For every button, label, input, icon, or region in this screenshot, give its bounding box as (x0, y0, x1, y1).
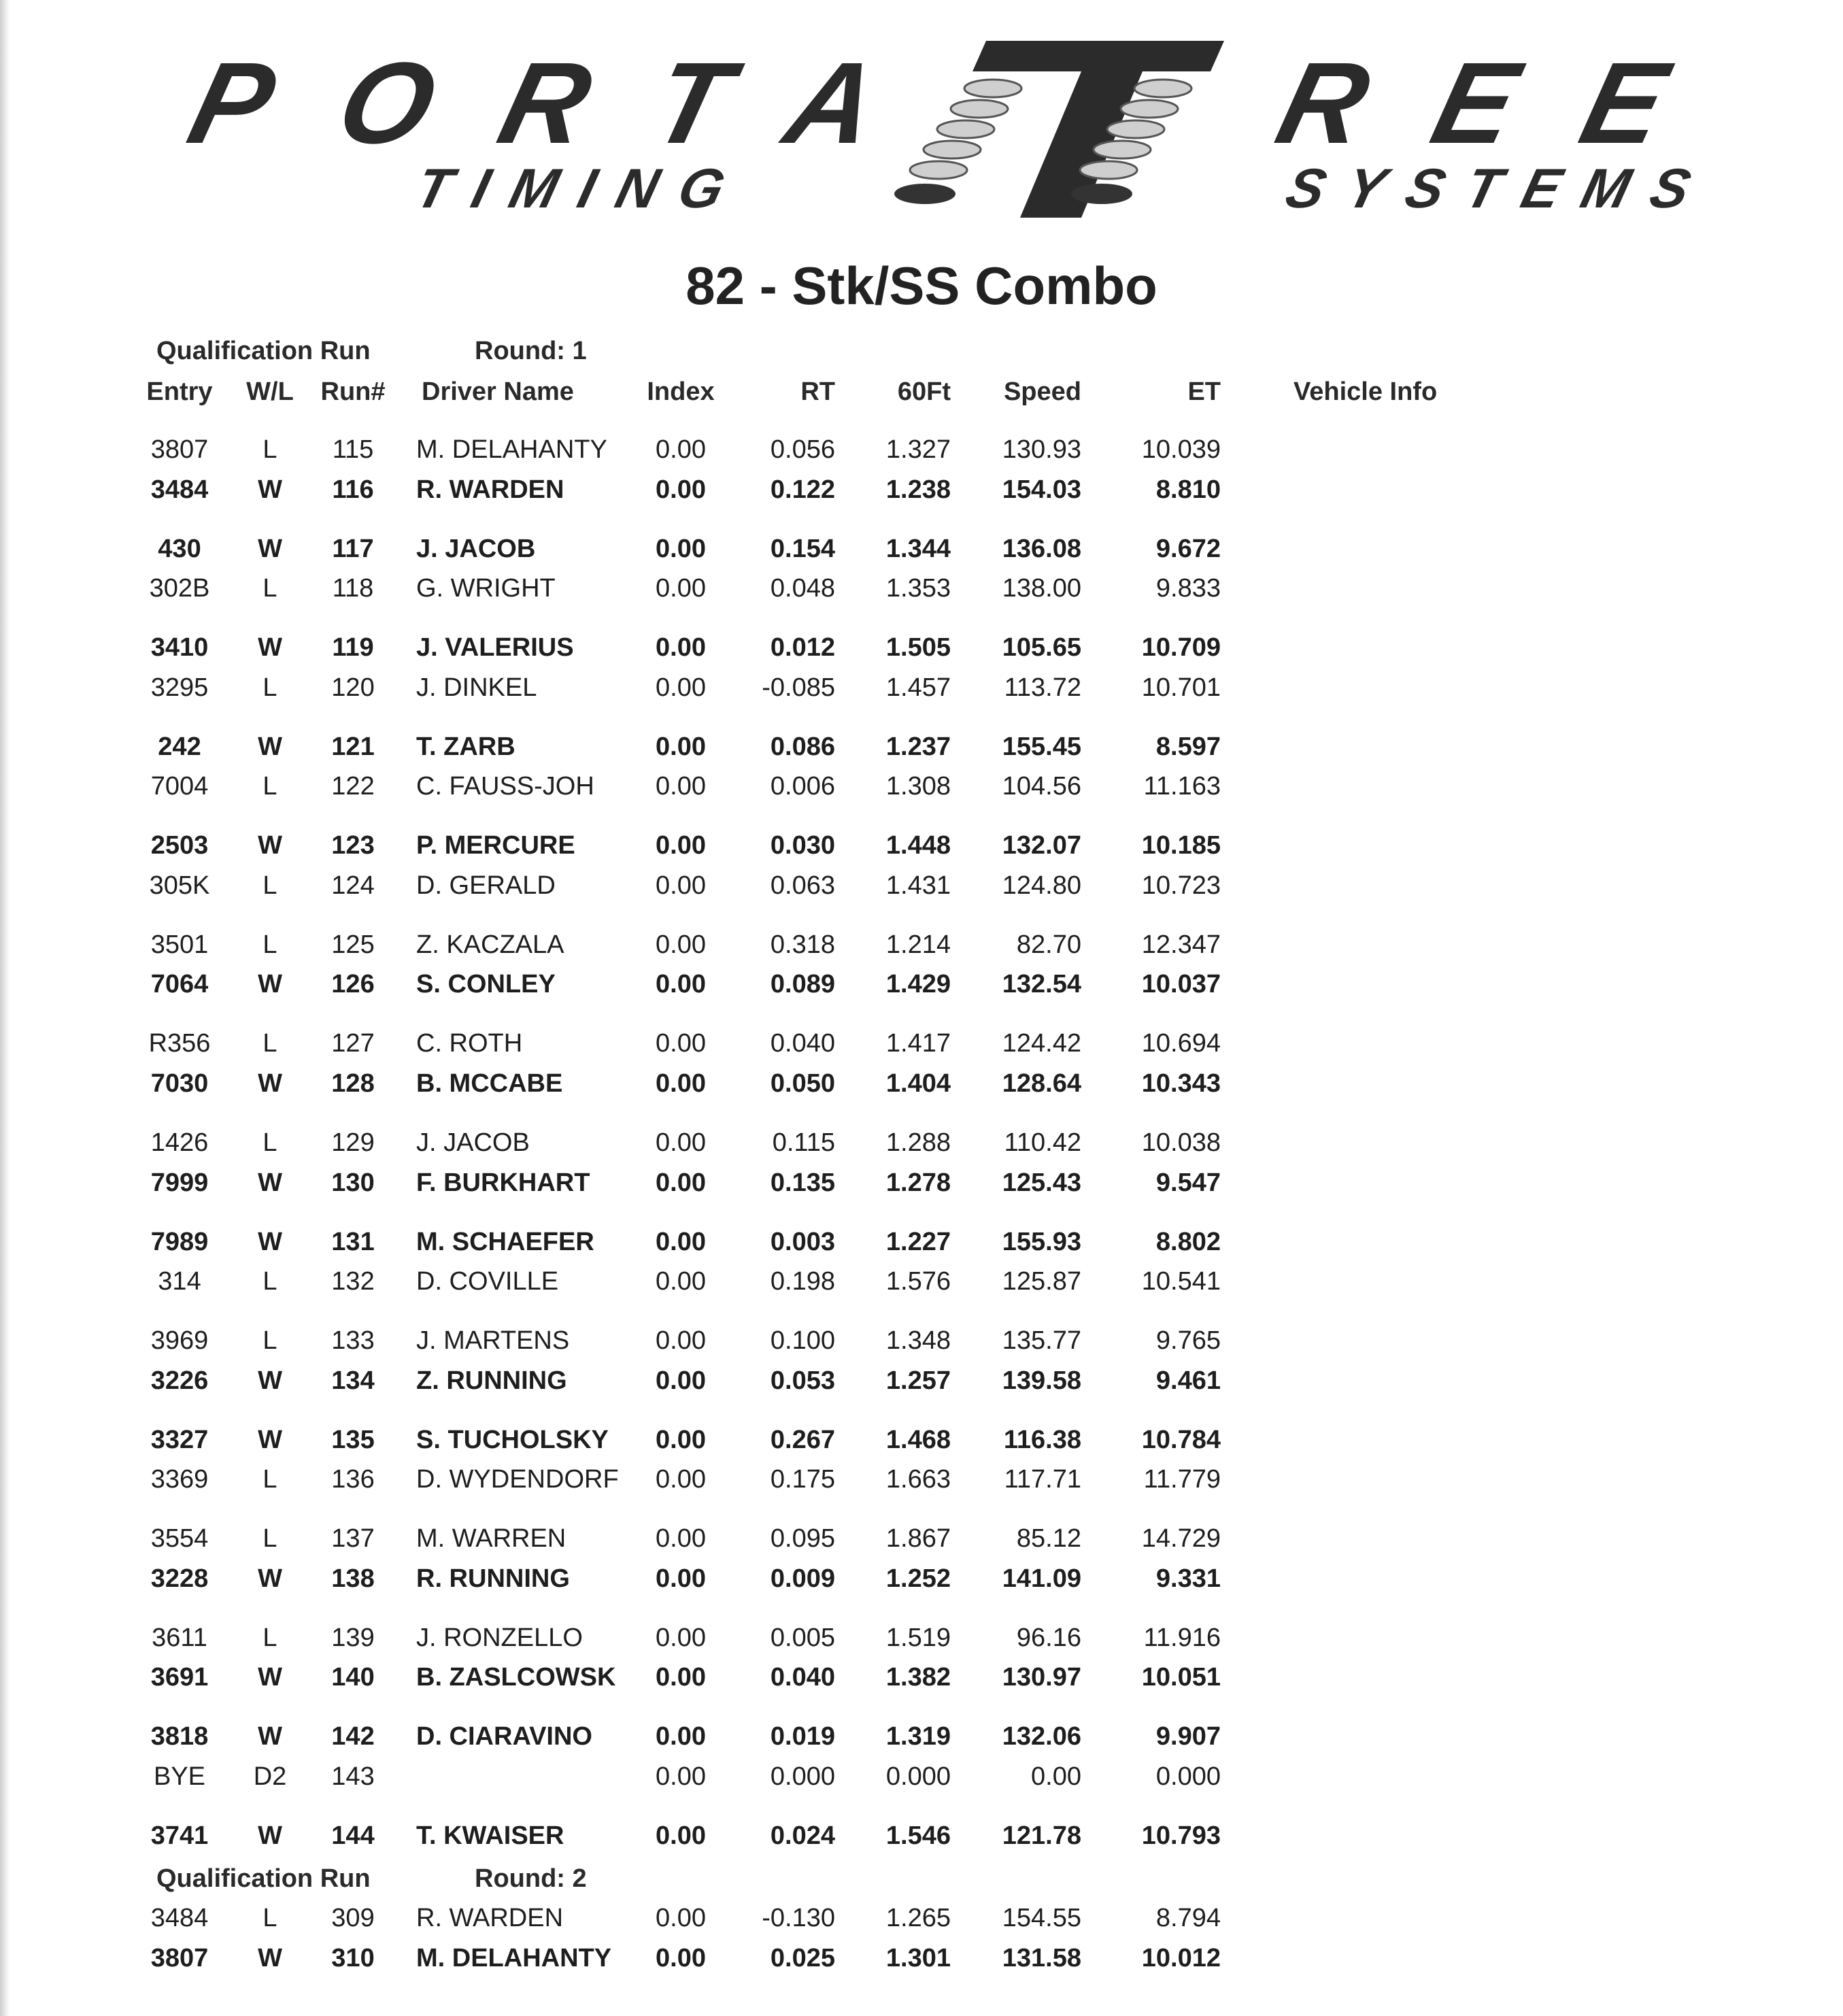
et-cell: 0.000 (1155, 1762, 1221, 1791)
wl-cell: L (263, 1326, 277, 1356)
page-title: 82 - Stk/SS Combo (686, 256, 1157, 316)
column-header: Speed (1003, 377, 1081, 407)
run-cell: 119 (332, 633, 374, 662)
speed-cell: 154.55 (1002, 1904, 1081, 1933)
rt-cell: -0.085 (762, 673, 835, 702)
rt-cell: 0.009 (770, 1564, 835, 1593)
speed-cell: 135.77 (1002, 1326, 1081, 1356)
et-cell: 10.784 (1141, 1425, 1221, 1454)
run-cell: 142 (331, 1722, 375, 1751)
index-cell: 0.00 (656, 1267, 706, 1296)
speed-cell: 124.80 (1002, 871, 1081, 900)
run-cell: 128 (331, 1069, 375, 1098)
column-header: 60Ft (897, 377, 951, 407)
driver-cell: D. COVILLE (416, 1267, 559, 1296)
rt-cell: 0.040 (770, 1029, 835, 1058)
speed-cell: 85.12 (1016, 1524, 1081, 1553)
index-cell: 0.00 (656, 1069, 706, 1098)
round-label: Qualification Run (156, 1864, 371, 1893)
sixty-ft-cell: 1.505 (885, 633, 951, 662)
driver-cell: J. MARTENS (416, 1326, 570, 1356)
speed-cell: 155.93 (1002, 1227, 1081, 1256)
run-cell: 130 (331, 1168, 375, 1197)
wl-cell: L (263, 1904, 277, 1933)
index-cell: 0.00 (656, 1128, 706, 1157)
driver-cell: R. WARDEN (416, 475, 564, 504)
et-cell: 11.779 (1143, 1465, 1221, 1494)
sixty-ft-cell: 1.663 (885, 1465, 951, 1494)
et-cell: 10.694 (1141, 1029, 1221, 1058)
driver-cell: S. CONLEY (416, 970, 556, 999)
rt-cell: 0.175 (770, 1465, 835, 1494)
index-cell: 0.00 (656, 1722, 706, 1751)
sixty-ft-cell: 1.319 (885, 1722, 951, 1751)
index-cell: 0.00 (656, 673, 706, 702)
rt-cell: 0.012 (770, 633, 835, 662)
index-cell: 0.00 (656, 732, 706, 761)
index-cell: 0.00 (656, 1943, 706, 1972)
sixty-ft-cell: 1.448 (885, 831, 951, 860)
run-cell: 125 (331, 930, 375, 959)
rt-cell: 0.040 (770, 1663, 835, 1692)
entry-cell: 314 (158, 1267, 201, 1296)
speed-cell: 138.00 (1002, 574, 1081, 603)
round-label: Qualification Run (156, 336, 371, 365)
driver-cell: F. BURKHART (416, 1168, 590, 1197)
index-cell: 0.00 (656, 1904, 706, 1933)
rt-cell: 0.019 (770, 1722, 835, 1751)
run-cell: 137 (331, 1524, 375, 1553)
driver-cell: S. TUCHOLSKY (416, 1425, 609, 1454)
wl-cell: W (258, 1366, 282, 1395)
sixty-ft-cell: 1.252 (885, 1564, 951, 1593)
rt-cell: 0.050 (770, 1069, 835, 1098)
run-cell: 140 (331, 1663, 375, 1692)
entry-cell: 242 (158, 732, 201, 761)
sixty-ft-cell: 1.353 (885, 574, 951, 603)
entry-cell: 3484 (150, 475, 209, 504)
index-cell: 0.00 (656, 1366, 706, 1395)
entry-cell: 3501 (150, 930, 209, 959)
entry-cell: 3228 (150, 1564, 209, 1593)
et-cell: 10.037 (1141, 970, 1221, 999)
speed-cell: 105.65 (1002, 633, 1081, 662)
run-cell: 139 (331, 1623, 375, 1652)
speed-cell: 132.07 (1002, 831, 1081, 860)
speed-cell: 128.64 (1002, 1069, 1081, 1098)
index-cell: 0.00 (656, 574, 706, 603)
rt-cell: 0.089 (770, 970, 835, 999)
sixty-ft-cell: 1.278 (885, 1168, 951, 1197)
entry-cell: 3969 (150, 1326, 209, 1356)
run-cell: 310 (331, 1943, 375, 1972)
entry-cell: 3295 (150, 673, 209, 702)
column-header: Driver Name (422, 377, 574, 407)
sixty-ft-cell: 1.431 (885, 871, 951, 900)
index-cell: 0.00 (656, 871, 706, 900)
index-cell: 0.00 (656, 831, 706, 860)
round-number: Round: 1 (475, 336, 587, 365)
sixty-ft-cell: 1.227 (885, 1227, 951, 1256)
run-cell: 121 (331, 732, 375, 761)
logo-word-systems: SYSTEMS (1280, 157, 1697, 220)
entry-cell: 3807 (150, 1943, 209, 1972)
entry-cell: 302B (149, 574, 210, 603)
column-header: Vehicle Info (1294, 377, 1438, 407)
rt-cell: 0.154 (770, 534, 835, 563)
et-cell: 14.729 (1141, 1524, 1221, 1553)
wl-cell: L (263, 574, 277, 603)
et-cell: 9.547 (1155, 1168, 1221, 1197)
et-cell: 10.541 (1141, 1267, 1221, 1296)
sixty-ft-cell: 1.429 (885, 970, 951, 999)
driver-cell: Z. KACZALA (416, 930, 564, 959)
entry-cell: 3484 (150, 1904, 209, 1933)
et-cell: 8.794 (1155, 1904, 1221, 1933)
et-cell: 9.331 (1155, 1564, 1221, 1593)
speed-cell: 104.56 (1002, 772, 1081, 801)
driver-cell: J. VALERIUS (416, 633, 574, 662)
run-cell: 116 (332, 475, 374, 504)
rt-cell: 0.025 (770, 1943, 835, 1972)
round-number: Round: 2 (475, 1864, 587, 1893)
wl-cell: L (263, 673, 277, 702)
sixty-ft-cell: 0.000 (885, 1762, 951, 1791)
speed-cell: 131.58 (1002, 1943, 1081, 1972)
rt-cell: 0.086 (770, 732, 835, 761)
driver-cell: M. DELAHANTY (416, 435, 607, 465)
et-cell: 10.793 (1141, 1821, 1221, 1850)
speed-cell: 113.72 (1004, 673, 1081, 702)
speed-cell: 110.42 (1004, 1128, 1081, 1157)
run-cell: 115 (332, 435, 374, 465)
wl-cell: W (258, 475, 282, 504)
speed-cell: 121.78 (1002, 1821, 1081, 1850)
wl-cell: W (258, 1168, 282, 1197)
sixty-ft-cell: 1.867 (885, 1524, 951, 1553)
run-cell: 129 (331, 1128, 375, 1157)
rt-cell: 0.100 (770, 1326, 835, 1356)
speed-cell: 117.71 (1004, 1465, 1081, 1494)
index-cell: 0.00 (656, 1227, 706, 1256)
rt-cell: 0.198 (770, 1267, 835, 1296)
rt-cell: 0.135 (770, 1168, 835, 1197)
entry-cell: R356 (148, 1029, 211, 1058)
driver-cell: R. WARDEN (416, 1904, 564, 1933)
sixty-ft-cell: 1.288 (885, 1128, 951, 1157)
entry-cell: 3741 (150, 1821, 209, 1850)
wl-cell: L (263, 1128, 277, 1157)
driver-cell: M. WARREN (416, 1524, 567, 1553)
et-cell: 12.347 (1141, 930, 1221, 959)
speed-cell: 96.16 (1016, 1623, 1081, 1652)
entry-cell: 2503 (150, 831, 209, 860)
sixty-ft-cell: 1.238 (885, 475, 951, 504)
et-cell: 9.672 (1155, 534, 1221, 563)
entry-cell: 3818 (150, 1722, 209, 1751)
wl-cell: L (263, 1267, 277, 1296)
run-cell: 136 (331, 1465, 375, 1494)
wl-cell: L (263, 1623, 277, 1652)
sixty-ft-cell: 1.327 (885, 435, 951, 465)
driver-cell: C. FAUSS-JOH (416, 772, 594, 801)
et-cell: 10.723 (1141, 871, 1221, 900)
run-cell: 143 (331, 1762, 375, 1791)
sixty-ft-cell: 1.457 (885, 673, 951, 702)
entry-cell: 7999 (150, 1168, 209, 1197)
driver-cell: D. WYDENDORF (416, 1465, 619, 1494)
column-header: W/L (246, 377, 294, 407)
speed-cell: 139.58 (1002, 1366, 1081, 1395)
driver-cell: J. JACOB (416, 1128, 530, 1157)
wl-cell: W (258, 831, 282, 860)
driver-cell: R. RUNNING (416, 1564, 570, 1593)
sixty-ft-cell: 1.214 (885, 930, 951, 959)
sixty-ft-cell: 1.265 (885, 1904, 951, 1933)
index-cell: 0.00 (656, 633, 706, 662)
entry-cell: 1426 (150, 1128, 209, 1157)
run-cell: 135 (331, 1425, 375, 1454)
et-cell: 9.461 (1155, 1366, 1221, 1395)
index-cell: 0.00 (656, 1663, 706, 1692)
porta-tree-logo (177, 34, 1697, 231)
run-cell: 131 (331, 1227, 375, 1256)
sixty-ft-cell: 1.301 (885, 1943, 951, 1972)
sixty-ft-cell: 1.348 (885, 1326, 951, 1356)
index-cell: 0.00 (656, 1821, 706, 1850)
entry-cell: 7030 (150, 1069, 209, 1098)
et-cell: 10.051 (1141, 1663, 1221, 1692)
run-cell: 309 (331, 1904, 375, 1933)
wl-cell: W (258, 732, 282, 761)
et-cell: 8.810 (1155, 475, 1221, 504)
entry-cell: 7989 (150, 1227, 209, 1256)
index-cell: 0.00 (656, 1425, 706, 1454)
driver-cell: T. KWAISER (416, 1821, 564, 1850)
driver-cell: M. DELAHANTY (416, 1943, 612, 1972)
sixty-ft-cell: 1.344 (885, 534, 951, 563)
sixty-ft-cell: 1.237 (885, 732, 951, 761)
index-cell: 0.00 (656, 1524, 706, 1553)
logo-word-porta: PORTA (177, 38, 890, 168)
driver-cell: G. WRIGHT (416, 574, 556, 603)
run-cell: 138 (331, 1564, 375, 1593)
driver-cell: D. GERALD (416, 871, 556, 900)
index-cell: 0.00 (656, 1564, 706, 1593)
rt-cell: 0.063 (770, 871, 835, 900)
entry-cell: 305K (149, 871, 210, 900)
et-cell: 11.163 (1143, 772, 1221, 801)
rt-cell: 0.053 (770, 1366, 835, 1395)
rt-cell: 0.005 (770, 1623, 835, 1652)
entry-cell: 3807 (150, 435, 209, 465)
sixty-ft-cell: 1.404 (885, 1069, 951, 1098)
et-cell: 8.597 (1155, 732, 1221, 761)
column-header: Index (647, 377, 715, 407)
column-header: Entry (146, 377, 213, 407)
index-cell: 0.00 (656, 1168, 706, 1197)
index-cell: 0.00 (656, 1762, 706, 1791)
driver-cell: B. MCCABE (416, 1069, 563, 1098)
wl-cell: D2 (253, 1762, 287, 1791)
et-cell: 10.343 (1141, 1069, 1221, 1098)
speed-cell: 82.70 (1016, 930, 1081, 959)
rt-cell: 0.030 (770, 831, 835, 860)
et-cell: 10.038 (1141, 1128, 1221, 1157)
logo-word-timing: TIMING (409, 157, 731, 220)
wl-cell: W (258, 970, 282, 999)
rt-cell: 0.048 (770, 574, 835, 603)
driver-cell: T. ZARB (416, 732, 515, 761)
speed-cell: 124.42 (1002, 1029, 1081, 1058)
driver-cell: J. DINKEL (416, 673, 537, 702)
run-cell: 127 (331, 1029, 375, 1058)
speed-cell: 130.97 (1002, 1663, 1081, 1692)
rt-cell: 0.003 (770, 1227, 835, 1256)
driver-cell: C. ROTH (416, 1029, 523, 1058)
et-cell: 11.916 (1143, 1623, 1221, 1652)
entry-cell: 3611 (152, 1623, 207, 1652)
speed-cell: 141.09 (1002, 1564, 1081, 1593)
driver-cell: D. CIARAVINO (416, 1722, 592, 1751)
run-cell: 122 (331, 772, 375, 801)
wl-cell: W (258, 1069, 282, 1098)
rt-cell: 0.267 (770, 1425, 835, 1454)
sixty-ft-cell: 1.382 (885, 1663, 951, 1692)
sixty-ft-cell: 1.519 (885, 1623, 951, 1652)
rt-cell: 0.024 (770, 1821, 835, 1850)
wl-cell: W (258, 1425, 282, 1454)
wl-cell: L (263, 930, 277, 959)
wl-cell: W (258, 1663, 282, 1692)
run-cell: 144 (331, 1821, 375, 1850)
wl-cell: W (258, 1821, 282, 1850)
sixty-ft-cell: 1.257 (885, 1366, 951, 1395)
sixty-ft-cell: 1.546 (885, 1821, 951, 1850)
sixty-ft-cell: 1.417 (885, 1029, 951, 1058)
entry-cell: 3554 (150, 1524, 209, 1553)
rt-cell: 0.122 (770, 475, 835, 504)
driver-cell: B. ZASLCOWSK (416, 1663, 616, 1692)
et-cell: 10.039 (1141, 435, 1221, 465)
index-cell: 0.00 (656, 1465, 706, 1494)
entry-cell: 430 (158, 534, 201, 563)
entry-cell: 3410 (150, 633, 209, 662)
speed-cell: 155.45 (1002, 732, 1081, 761)
driver-cell: Z. RUNNING (416, 1366, 567, 1395)
speed-cell: 132.54 (1002, 970, 1081, 999)
index-cell: 0.00 (656, 1029, 706, 1058)
column-header: RT (800, 377, 835, 407)
driver-cell: M. SCHAEFER (416, 1227, 594, 1256)
speed-cell: 125.87 (1002, 1267, 1081, 1296)
wl-cell: W (258, 633, 282, 662)
speed-cell: 116.38 (1003, 1425, 1081, 1454)
entry-cell: BYE (153, 1762, 206, 1791)
et-cell: 9.765 (1155, 1326, 1221, 1356)
index-cell: 0.00 (656, 970, 706, 999)
speed-cell: 130.93 (1002, 435, 1081, 465)
column-header: ET (1187, 377, 1221, 407)
rt-cell: 0.006 (770, 772, 835, 801)
rt-cell: 0.056 (770, 435, 835, 465)
speed-cell: 132.06 (1002, 1722, 1081, 1751)
entry-cell: 7004 (150, 772, 209, 801)
wl-cell: L (263, 435, 277, 465)
et-cell: 10.709 (1141, 633, 1221, 662)
wl-cell: L (263, 871, 277, 900)
logo-word-ree: REE (1266, 38, 1679, 168)
wl-cell: W (258, 1722, 282, 1751)
sixty-ft-cell: 1.576 (885, 1267, 951, 1296)
run-cell: 117 (332, 534, 374, 563)
run-cell: 123 (331, 831, 375, 860)
tree-t-icon (894, 41, 1224, 218)
run-cell: 118 (332, 574, 374, 603)
index-cell: 0.00 (656, 475, 706, 504)
rt-cell: 0.115 (772, 1128, 835, 1157)
wl-cell: L (263, 772, 277, 801)
run-cell: 134 (331, 1366, 375, 1395)
entry-cell: 3691 (150, 1663, 209, 1692)
rt-cell: -0.130 (762, 1904, 835, 1933)
et-cell: 10.185 (1141, 831, 1221, 860)
run-cell: 126 (331, 970, 375, 999)
entry-cell: 3369 (150, 1465, 209, 1494)
column-header: Run# (320, 377, 386, 407)
entry-cell: 3226 (150, 1366, 209, 1395)
index-cell: 0.00 (656, 1326, 706, 1356)
index-cell: 0.00 (656, 930, 706, 959)
speed-cell: 136.08 (1002, 534, 1081, 563)
driver-cell: P. MERCURE (416, 831, 575, 860)
wl-cell: L (263, 1524, 277, 1553)
wl-cell: W (258, 1564, 282, 1593)
driver-cell: J. RONZELLO (416, 1623, 583, 1652)
run-cell: 133 (331, 1326, 375, 1356)
et-cell: 9.907 (1155, 1722, 1221, 1751)
index-cell: 0.00 (656, 534, 706, 563)
index-cell: 0.00 (656, 435, 706, 465)
wl-cell: W (258, 1227, 282, 1256)
speed-cell: 154.03 (1002, 475, 1081, 504)
speed-cell: 125.43 (1002, 1168, 1081, 1197)
et-cell: 9.833 (1155, 574, 1221, 603)
rt-cell: 0.000 (770, 1762, 835, 1791)
run-cell: 132 (331, 1267, 375, 1296)
et-cell: 10.012 (1141, 1943, 1221, 1972)
entry-cell: 7064 (150, 970, 209, 999)
run-cell: 120 (331, 673, 375, 702)
et-cell: 8.802 (1155, 1227, 1221, 1256)
driver-cell: J. JACOB (416, 534, 536, 563)
wl-cell: W (258, 1943, 282, 1972)
wl-cell: L (263, 1465, 277, 1494)
et-cell: 10.701 (1141, 673, 1221, 702)
sixty-ft-cell: 1.468 (885, 1425, 951, 1454)
run-cell: 124 (331, 871, 375, 900)
rt-cell: 0.095 (770, 1524, 835, 1553)
speed-cell: 0.00 (1031, 1762, 1081, 1791)
rt-cell: 0.318 (770, 930, 835, 959)
wl-cell: W (258, 534, 282, 563)
index-cell: 0.00 (656, 772, 706, 801)
entry-cell: 3327 (150, 1425, 209, 1454)
index-cell: 0.00 (656, 1623, 706, 1652)
wl-cell: L (263, 1029, 277, 1058)
sixty-ft-cell: 1.308 (885, 772, 951, 801)
